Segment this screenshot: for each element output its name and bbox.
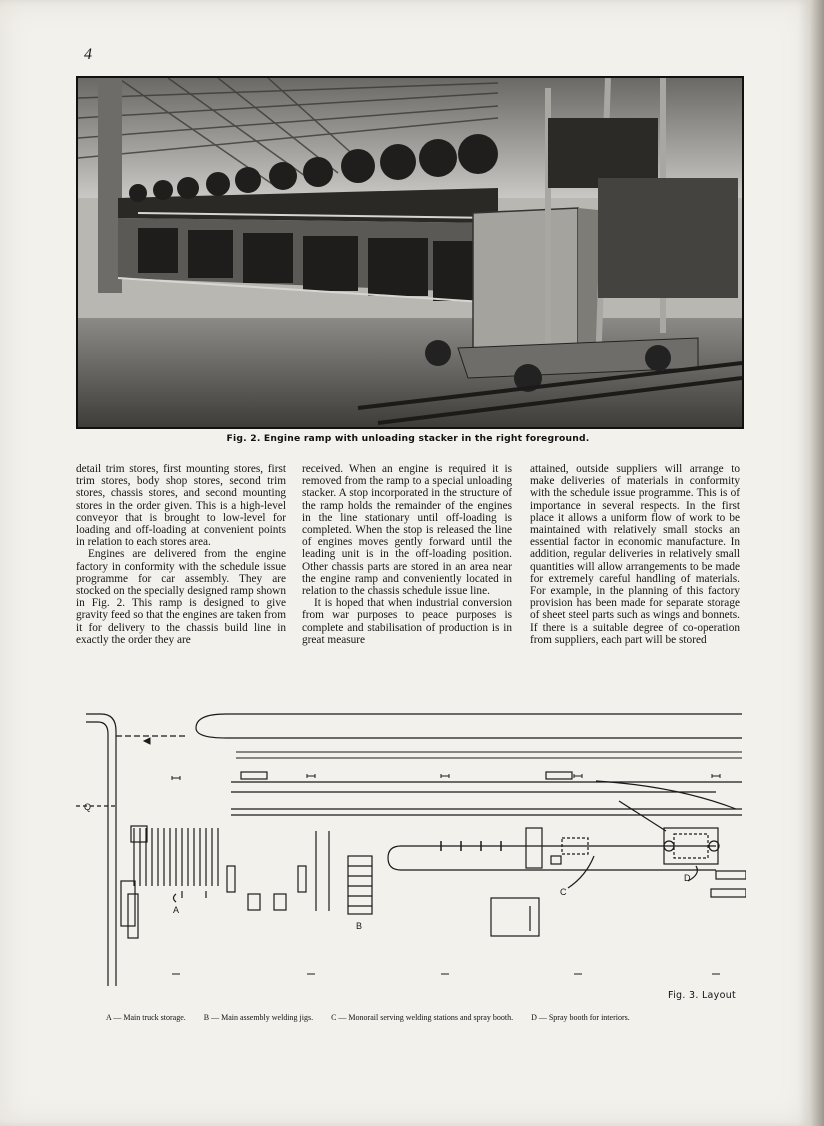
- marker-c: C: [560, 887, 567, 897]
- legend-item-b: B — Main assembly welding jigs.: [203, 1013, 314, 1022]
- text-column-1: [76, 463, 286, 646]
- monorail-loop: [388, 846, 716, 870]
- legend-item-a: A — Main truck storage.: [106, 1013, 186, 1022]
- truck-road-inner: [86, 722, 108, 986]
- paragraph: attained, outside suppliers will arrange to make deliveries of materials in conformity with the schedule issue programme. This is of importance in several respects. In the first place it allows a uniform flow of work to be maintained with relatively small stocks an essential factor in economic manufacture. In addition, regular deliveries in relatively small quantities will allow arrangements to be made for extremely careful handling of materials. For example, in the planning of this factory provision has been made for separate storage of sheet steel parts such as wings and bonnets. If there is a suitable degree of co-operation from suppliers, each part will be stored: [530, 463, 740, 646]
- conveyor-loop-top: [196, 714, 742, 738]
- page-number: 4: [84, 46, 92, 63]
- figure-3-label: Fig. 3. Layout: [668, 990, 737, 1001]
- paragraph: It is hoped that when industrial conversion from war purposes to peace purposes is complete and stabilisation of production is in great measure: [302, 597, 512, 646]
- text-column-3: [530, 463, 740, 646]
- legend-item-c: C — Monorail serving welding stations and spray booth.: [331, 1013, 514, 1022]
- paragraph: detail trim stores, first mounting stores, first trim stores, body shop stores, second trim stores, chassis stores, and second mounting stores in the order given. This is a high-level conveyor that is brought to low-level for loading and off-loading at convenient points in relation to each stores area.: [76, 463, 286, 549]
- page-edge: [810, 0, 824, 1126]
- legend-item-d: D — Spray booth for interiors.: [531, 1013, 630, 1022]
- layout-box: [131, 826, 147, 842]
- text-column-2: [302, 463, 512, 646]
- layout-box: [241, 772, 267, 779]
- marker-d: D: [684, 873, 691, 883]
- engine-ramp-photo-drawing: [78, 78, 742, 427]
- welding-jigs: [348, 856, 372, 914]
- marker-a: A: [173, 905, 180, 915]
- truck-road-outer: [86, 714, 116, 986]
- figure-2-caption: Fig. 2. Engine ramp with unloading stacker in the right foreground.: [226, 433, 590, 444]
- figure-3-legend: [106, 1013, 746, 1022]
- marker-b: B: [356, 921, 363, 931]
- paragraph: received. When an engine is required it is removed from the ramp to a special unloading stacker. A stop incorporated in the structure of the ramp holds the remainder of the engines in the line stationary until off-loading is completed. When the stop is released the line of engines moves gently forward until the leading unit is in the off-loading position. Other chassis parts are stored in an area near the engine ramp and conveniently located in relation to the chassis schedule issue line.: [302, 463, 512, 598]
- paragraph: Engines are delivered from the engine factory in conformity with the schedule issue programme for car assembly. They are stocked on the specially designed ramp shown in Fig. 2. This ramp is designed to give gravity feed so that the engines are taken from it for delivery to the chassis build line in exactly the order they are: [76, 548, 286, 646]
- marker-q: Q: [84, 802, 92, 812]
- layout-box: [546, 772, 572, 779]
- factory-layout-diagram: [76, 706, 746, 986]
- layout-box: [491, 898, 539, 936]
- engine-ramp-photo: [76, 76, 744, 429]
